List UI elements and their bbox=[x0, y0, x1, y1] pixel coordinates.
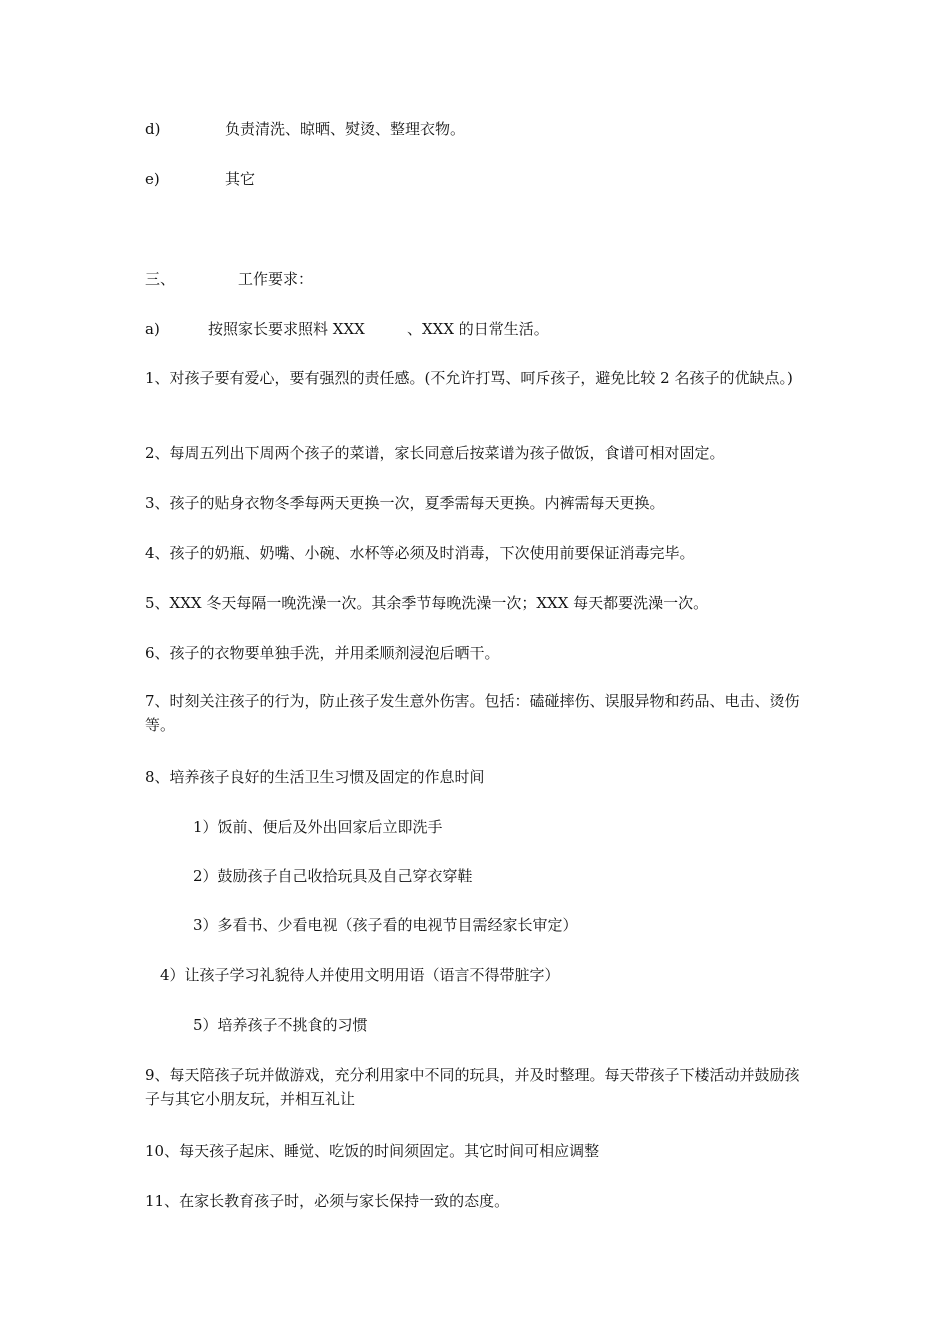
sub-a-marker: a) bbox=[145, 320, 160, 338]
habit-3: 3）多看书、少看电视（孩子看的电视节目需经家长审定） bbox=[193, 916, 578, 934]
item-d-text: 负责清洗、晾晒、熨烫、整理衣物。 bbox=[225, 120, 466, 138]
habit-5: 5）培养孩子不挑食的习惯 bbox=[193, 1016, 368, 1034]
rule-9: 9、每天陪孩子玩并做游戏，充分利用家中不同的玩具，并及时整理。每天带孩子下楼活动并鼓励孩子与其它小朋友玩，并相互礼让 bbox=[145, 1066, 800, 1108]
rule-8: 8、培养孩子良好的生活卫生习惯及固定的作息时间 bbox=[145, 768, 485, 786]
rule-4: 4、孩子的奶瓶、奶嘴、小碗、水杯等必须及时消毒，下次使用前要保证消毒完毕。 bbox=[145, 544, 695, 562]
habit-1: 1）饭前、便后及外出回家后立即洗手 bbox=[193, 818, 443, 836]
item-e-text: 其它 bbox=[225, 170, 256, 188]
rule-5: 5、XXX 冬天每隔一晚洗澡一次。其余季节每晚洗澡一次；XXX 每天都要洗澡一次。 bbox=[145, 594, 709, 612]
rule-10: 10、每天孩子起床、睡觉、吃饭的时间须固定。其它时间可相应调整 bbox=[145, 1142, 600, 1160]
item-d-marker: d) bbox=[145, 120, 161, 138]
section-title: 工作要求： bbox=[238, 270, 314, 288]
sub-a-text-part2: 、XXX 的日常生活。 bbox=[407, 320, 549, 338]
rule-6: 6、孩子的衣物要单独手洗，并用柔顺剂浸泡后晒干。 bbox=[145, 644, 500, 662]
item-e-marker: e) bbox=[145, 170, 160, 188]
rule-2: 2、每周五列出下周两个孩子的菜谱，家长同意后按菜谱为孩子做饭，食谱可相对固定。 bbox=[145, 444, 725, 462]
rule-7: 7、时刻关注孩子的行为，防止孩子发生意外伤害。包括：磕碰摔伤、误服异物和药品、电击、烫伤等。 bbox=[145, 692, 800, 734]
rule-3: 3、孩子的贴身衣物冬季每两天更换一次，夏季需每天更换。内裤需每天更换。 bbox=[145, 494, 665, 512]
section-marker: 三、 bbox=[145, 270, 176, 288]
habit-4: 4）让孩子学习礼貌待人并使用文明用语（语言不得带脏字） bbox=[160, 966, 560, 984]
rule-11: 11、在家长教育孩子时，必须与家长保持一致的态度。 bbox=[145, 1192, 510, 1210]
rule-1: 1、对孩子要有爱心，要有强烈的责任感。(不允许打骂、呵斥孩子，避免比较 2 名孩子的优缺点。) bbox=[145, 369, 793, 387]
sub-a-text-part1: 按照家长要求照料 XXX bbox=[208, 320, 365, 338]
habit-2: 2）鼓励孩子自己收拾玩具及自己穿衣穿鞋 bbox=[193, 867, 473, 885]
